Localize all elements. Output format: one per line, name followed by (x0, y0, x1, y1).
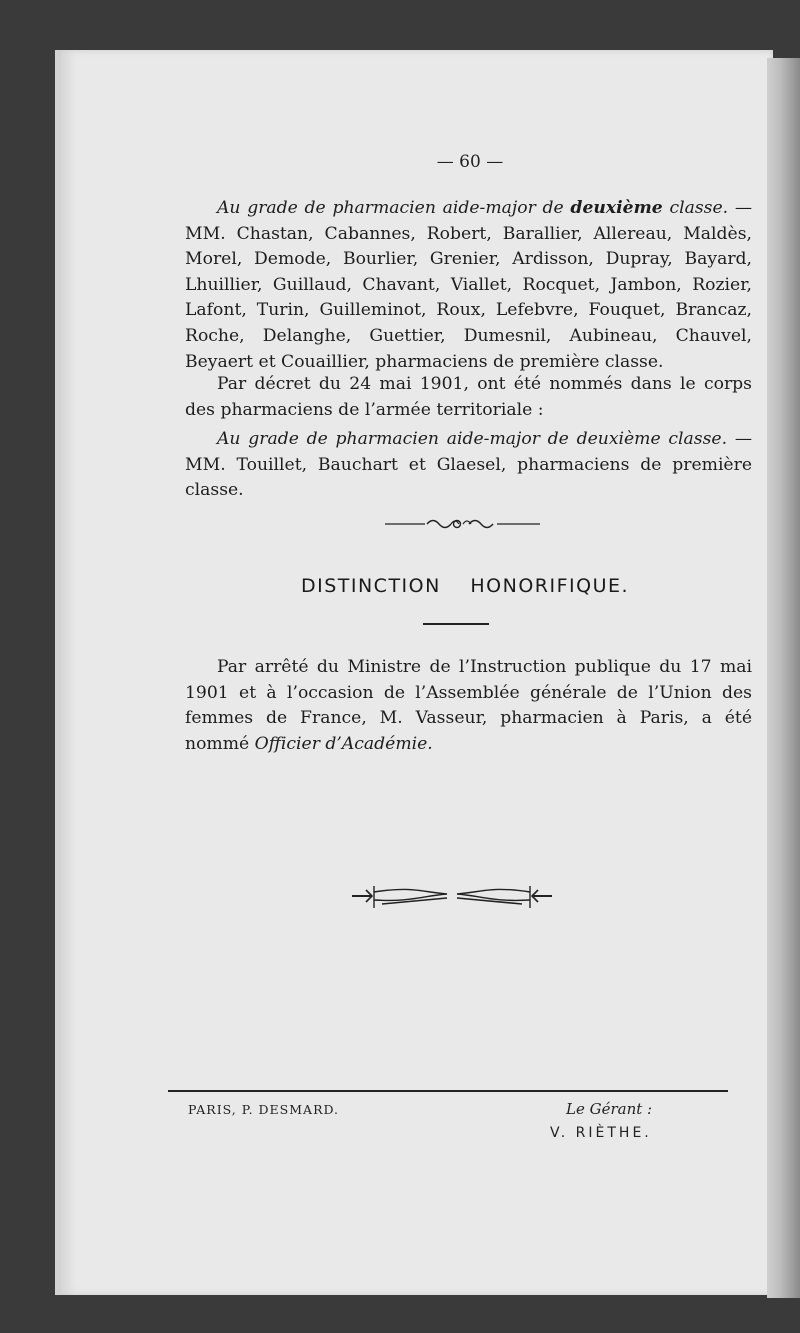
paragraph-distinction (185, 655, 752, 757)
printer-imprint: PARIS, P. DESMARD. (188, 1102, 340, 1117)
gerant-name: V. RIÈTHE. (550, 1125, 652, 1141)
gerant-label: Le Gérant : (566, 1100, 653, 1118)
footer-rule (168, 1090, 728, 1092)
page-number: — 60 — (0, 152, 800, 172)
paragraph-promotions (185, 196, 752, 375)
paragraph-text: — MM. Touillet, Bauchart et Glaesel, pharmaciens de première classe. (185, 429, 753, 501)
paragraph-italic: Officier d’Académie. (254, 733, 433, 754)
paragraph-lead: Au grade de pharmacien aide-major de deuxième classe. (217, 429, 728, 449)
paragraph-decree: Par décret du 24 mai 1901, ont été nommés dans le corps des pharmaciens de l’armée territoriale : (185, 374, 752, 420)
page-edge (767, 58, 800, 1298)
paragraph-text: — MM. Chastan, Cabannes, Robert, Barallier, Allereau, Maldès, Morel, Demode, Bourlier, Grenier, Ardisson, Dupray, Bayard, Lhuillier, Guillaud, Chavant, Viallet, Rocquet, Jambon, Rozier, Lafont, Turin, Guilleminot, Roux, Lefebvre, Fouquet, Brancaz, Roche, Delanghe, Guettier, Dumesnil, Aubineau, Chauvel, Beyaert et Couaillier, pharmaciens de première classe. (185, 198, 753, 372)
ornament-divider (385, 515, 545, 533)
end-ornament (352, 882, 552, 912)
paragraph-territorial (185, 427, 752, 504)
paragraph-lead: Au grade de pharmacien aide-major de (217, 198, 564, 218)
paragraph-text: Par arrêté du Ministre de l’Instruction publique du 17 mai 1901 et à l’occasion de l’Assemblée générale de l’Union des femmes de France, M. Vasseur, pharmacien à Paris, a été nommé (185, 657, 752, 754)
paragraph-lead-bold: deuxième (570, 198, 663, 218)
paragraph-lead-end: classe. (669, 198, 729, 218)
section-rule (423, 623, 489, 625)
section-title: DISTINCTION HONORIFIQUE. (300, 575, 630, 597)
